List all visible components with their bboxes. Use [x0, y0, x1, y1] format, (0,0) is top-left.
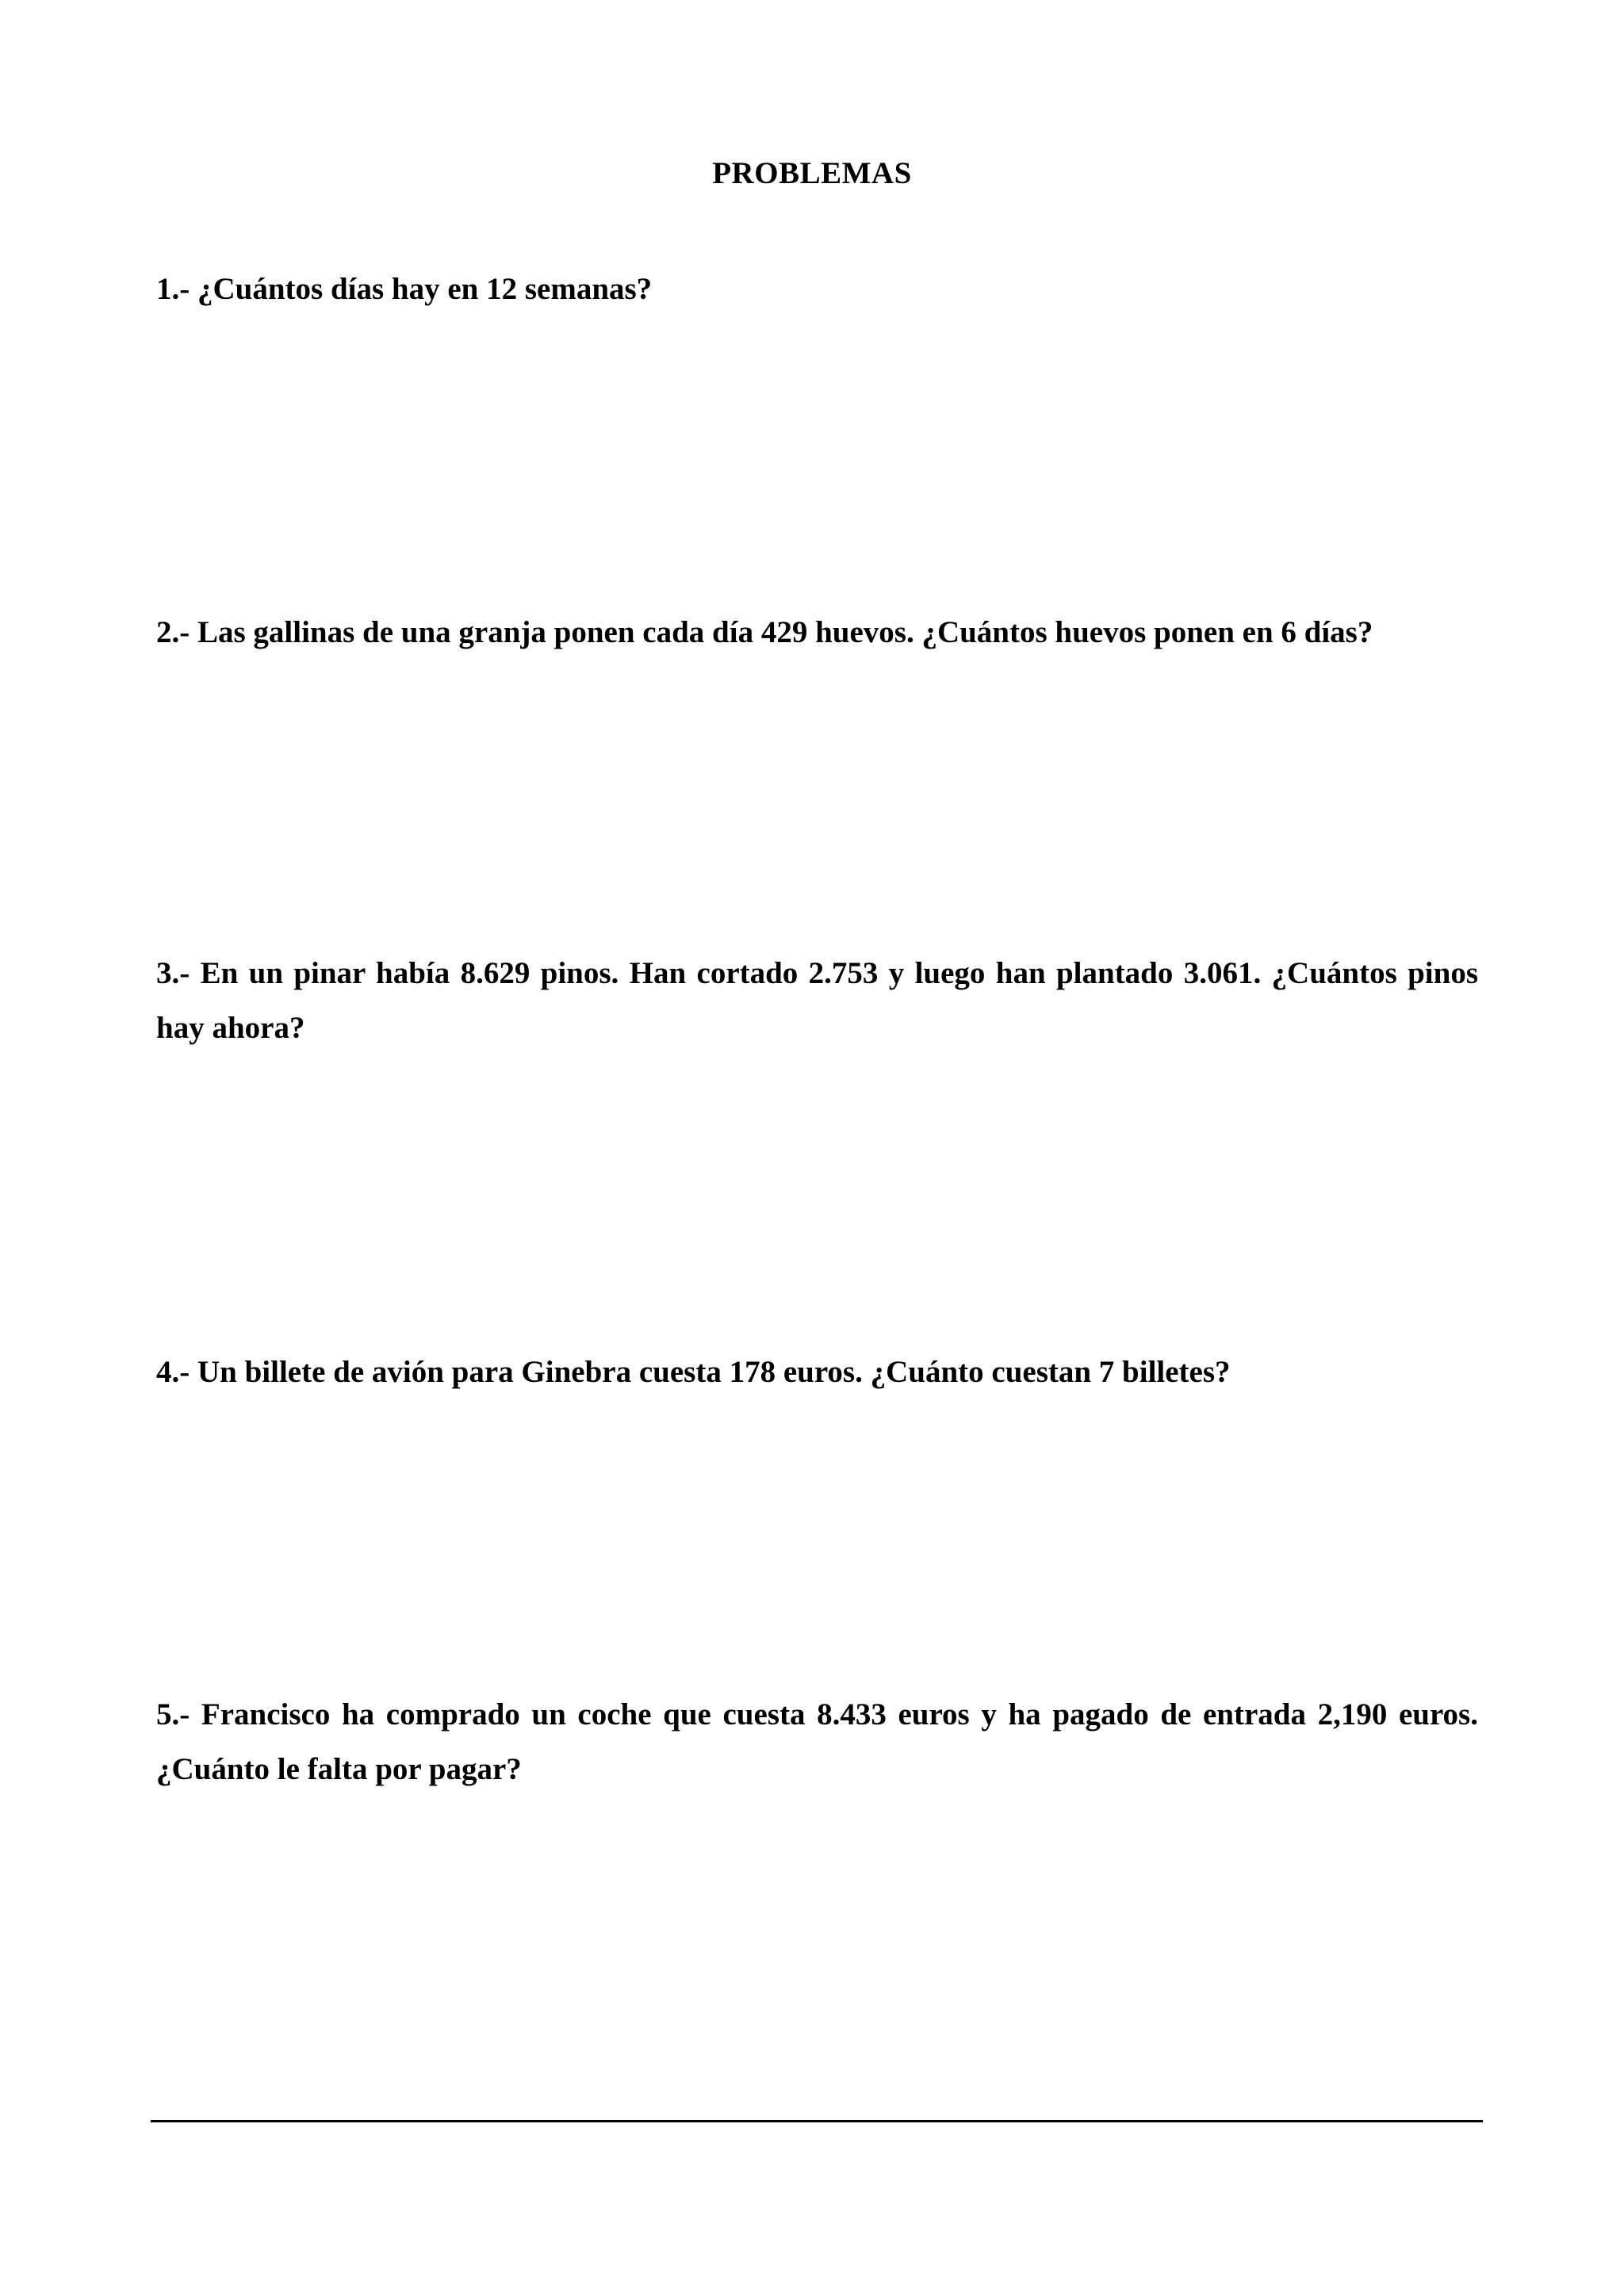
- page-title: PROBLEMAS: [712, 156, 912, 190]
- footer-divider: [151, 2120, 1483, 2122]
- problem-2: 2.- Las gallinas de una granja ponen cada día 429 huevos. ¿Cuántos huevos ponen en 6 días?: [156, 615, 1373, 649]
- problem-5: 5.- Francisco ha comprado un coche que cuesta 8.433 euros y ha pagado de entrada 2,190 euros. ¿Cuánto le falta por pagar?: [156, 1697, 1478, 1786]
- problem-1: 1.- ¿Cuántos días hay en 12 semanas?: [156, 272, 653, 306]
- problem-4: 4.- Un billete de avión para Ginebra cuesta 178 euros. ¿Cuánto cuestan 7 billetes?: [156, 1355, 1231, 1389]
- problem-3: 3.- En un pinar había 8.629 pinos. Han cortado 2.753 y luego han plantado 3.061. ¿Cuántos pinos hay ahora?: [156, 956, 1478, 1045]
